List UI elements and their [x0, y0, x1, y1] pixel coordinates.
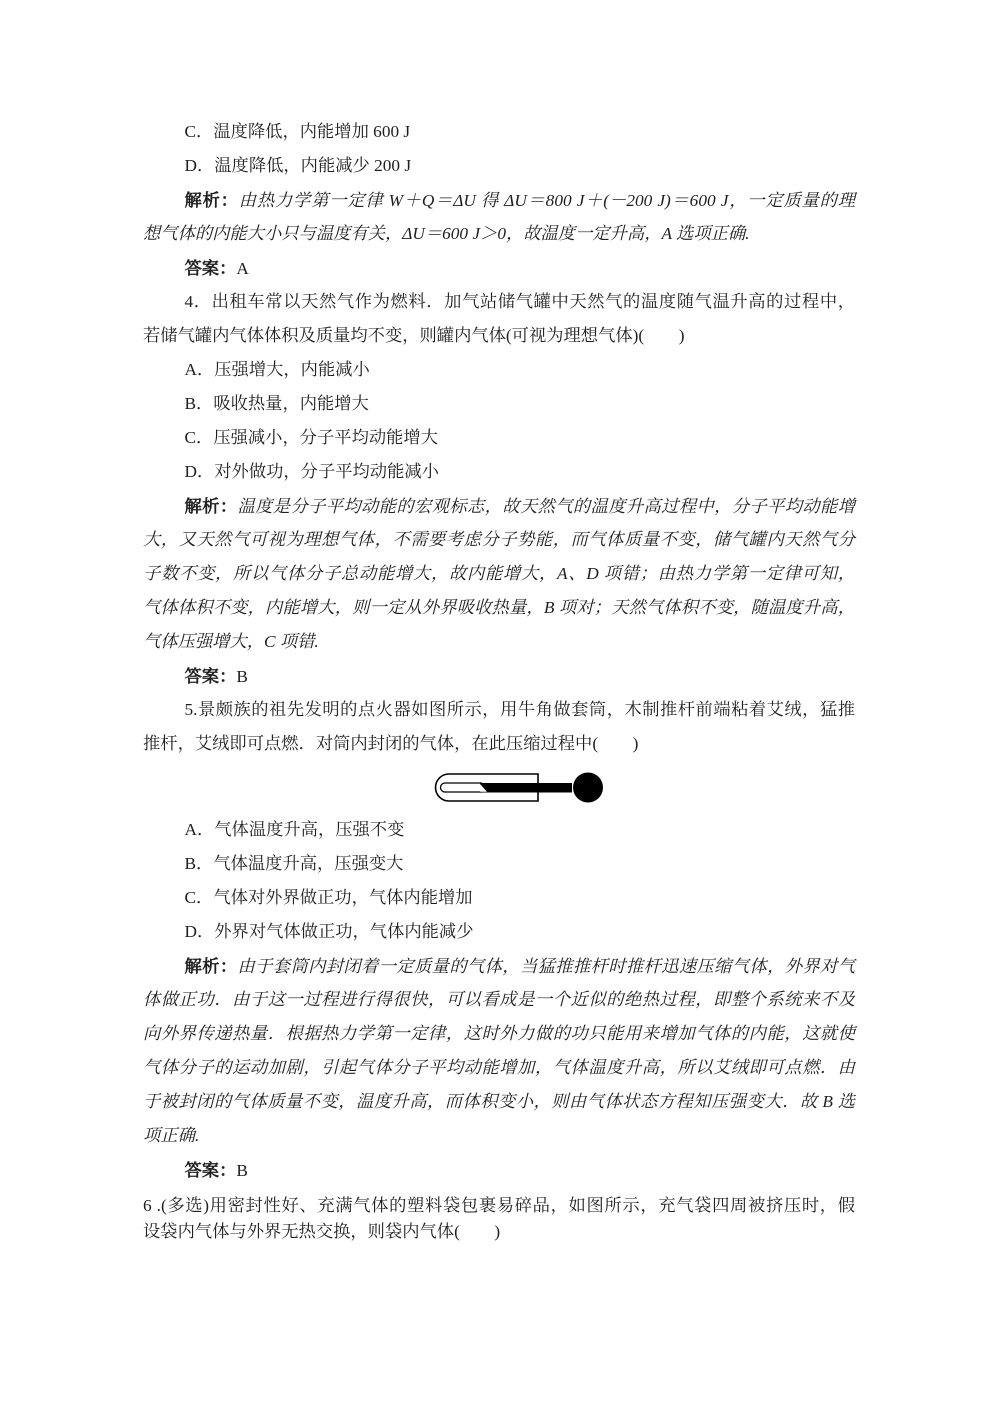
analysis-text: 气体体积不变，内能增大，则一定从外界吸收热量，B 项对；天然气体积不变，随温度升高， [143, 598, 855, 617]
q6-stem-line-2 [143, 1219, 855, 1245]
q4-option-d [143, 455, 855, 489]
q3-answer-line [143, 251, 855, 285]
option-text: C．压强减小，分子平均动能增大 [184, 428, 438, 447]
q4-stem-line-1 [143, 285, 855, 319]
stem-text: 6 .(多选)用密封性好、充满气体的塑料袋包裹易碎品，如图所示，充气袋四周被挤压时，假 [143, 1196, 855, 1215]
option-text: A．压强增大，内能减小 [184, 360, 370, 379]
q5-option-d [143, 915, 855, 949]
analysis-label: 解析： [184, 190, 239, 210]
option-text: B．气体温度升高，压强变大 [184, 854, 404, 873]
q6-stem-line-1 [143, 1193, 855, 1219]
fire-piston-figure [433, 771, 608, 806]
stem-text: 若储气罐内气体体积及质量均不变，则罐内气体(可视为理想气体)( ) [143, 326, 685, 345]
option-text: D．对外做功，分子平均动能减小 [184, 462, 439, 481]
q5-analysis-line-1 [143, 949, 855, 983]
analysis-text: 体做正功．由于这一过程进行得很快，可以看成是一个近似的绝热过程，即整个系统来不及 [143, 990, 855, 1009]
analysis-text: 气体压强增大，C 项错. [143, 632, 319, 651]
answer-value: B [236, 667, 248, 686]
q3-option-d [143, 149, 855, 183]
q6-stem-block [143, 1193, 855, 1245]
push-rod [480, 783, 572, 793]
answer-value: B [236, 1161, 248, 1180]
answer-label: 答案： [184, 666, 237, 686]
q4-answer-line [143, 659, 855, 693]
q5-stem-line-2 [143, 727, 855, 761]
stem-text: 5.景颇族的祖先发明的点火器如图所示，用牛角做套筒，木制推杆前端粘着艾绒，猛推 [184, 700, 855, 719]
analysis-text: 温度是分子平均动能的宏观标志，故天然气的温度升高过程中，分子平均动能增 [237, 497, 855, 516]
q5-option-a [143, 813, 855, 847]
q5-option-c [143, 881, 855, 915]
q4-option-b [143, 387, 855, 421]
q5-analysis-line-6 [143, 1119, 855, 1153]
q4-analysis-line-2 [143, 523, 855, 557]
q4-option-a [143, 353, 855, 387]
option-text: C．温度降低，内能增加 600 J [184, 122, 411, 141]
option-text: D．温度降低，内能减少 200 J [184, 156, 412, 175]
option-text: B．吸收热量，内能增大 [184, 394, 369, 413]
q5-analysis-line-3 [143, 1017, 855, 1051]
option-text: D．外界对气体做正功，气体内能减少 [184, 922, 474, 941]
stem-text: 4．出租车常以天然气作为燃料．加气站储气罐中天然气的温度随气温升高的过程中， [184, 292, 855, 311]
q5-answer-line [143, 1153, 855, 1187]
analysis-text: 向外界传递热量．根据热力学第一定律，这时外力做的功只能用来增加气体的内能，这就使 [143, 1024, 855, 1043]
stem-text: 推杆，艾绒即可点燃．对筒内封闭的气体，在此压缩过程中( ) [143, 734, 639, 753]
worksheet-text-block [143, 115, 855, 1245]
analysis-text: 想气体的内能大小只与温度有关，ΔU＝600 J＞0，故温度一定升高，A 选项正确. [143, 224, 750, 243]
q5-option-b [143, 847, 855, 881]
q4-analysis-line-1 [143, 489, 855, 523]
analysis-text: 由热力学第一定律 W＋Q＝ΔU 得 ΔU＝800 J＋(－200 J)＝600 J，一定质量的理 [238, 191, 855, 210]
option-text: A．气体温度升高，压强不变 [184, 820, 405, 839]
option-text: C．气体对外界做正功，气体内能增加 [184, 888, 473, 907]
q3-analysis-line-1 [143, 183, 855, 217]
stem-text: 设袋内气体与外界无热交换，则袋内气体( ) [143, 1222, 501, 1241]
q4-stem-line-2 [143, 319, 855, 353]
answer-label: 答案： [184, 258, 237, 278]
answer-value: A [236, 259, 249, 278]
q4-option-c [143, 421, 855, 455]
q4-analysis-line-5 [143, 625, 855, 659]
analysis-text: 由于套筒内封闭着一定质量的气体，当猛推推杆时推杆迅速压缩气体，外界对气 [237, 957, 855, 976]
analysis-text: 于被封闭的气体质量不变，温度升高，而体积变小，则由气体状态方程知压强变大．故 B 选 [143, 1092, 855, 1111]
analysis-label: 解析： [184, 956, 238, 976]
q5-analysis-line-5 [143, 1085, 855, 1119]
q5-analysis-line-4 [143, 1051, 855, 1085]
analysis-text: 气体分子的运动加剧，引起气体分子平均动能增加，气体温度升高，所以艾绒即可点燃．由 [143, 1058, 855, 1077]
q4-analysis-line-3 [143, 557, 855, 591]
inner-channel [441, 783, 482, 792]
q3-analysis-line-2 [143, 217, 855, 251]
analysis-text: 子数不变，所以气体分子总动能增大，故内能增大，A、D 项错；由热力学第一定律可知， [143, 564, 855, 583]
answer-label: 答案： [184, 1160, 237, 1180]
q5-figure-row [143, 761, 855, 813]
q4-analysis-line-4 [143, 591, 855, 625]
q3-option-c [143, 115, 855, 149]
analysis-text: 大，又天然气可视为理想气体，不需要考虑分子势能，而气体质量不变，储气罐内天然气分 [143, 530, 855, 549]
analysis-text: 项正确. [143, 1126, 200, 1145]
rod-knob [573, 773, 603, 803]
q5-stem-line-1 [143, 693, 855, 727]
analysis-label: 解析： [184, 496, 238, 516]
q5-analysis-line-2 [143, 983, 855, 1017]
